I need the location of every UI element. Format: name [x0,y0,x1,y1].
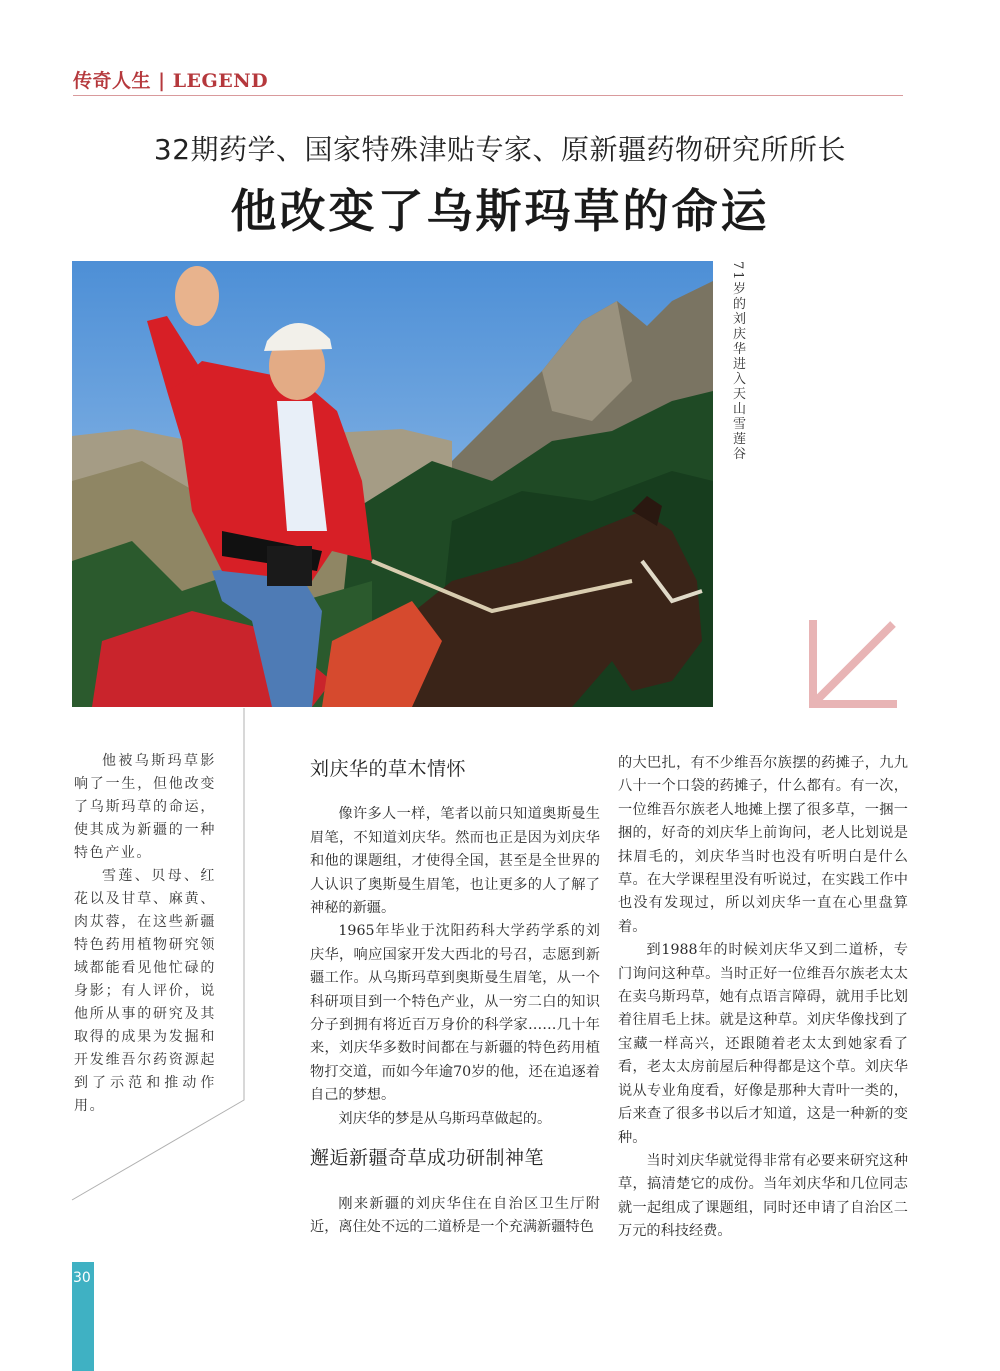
page-number: 30 [73,1270,91,1286]
body-paragraph: 刘庆华的梦是从乌斯玛草做起的。 [338,1110,552,1127]
section-legend: LEGEND [172,70,269,92]
section-separator: | [158,70,166,92]
body-column-2 [618,752,908,1244]
section-heading: 邂逅新疆奇草成功研制神笔 [310,1147,545,1170]
lead-paragraph: 他被乌斯玛草影响了一生，但他改变了乌斯玛草的命运，使其成为新疆的一种特色产业。 [74,753,216,861]
section-header [73,66,268,93]
body-paragraph: 像许多人一样，笔者以前只知道奥斯曼生眉笔，不知道刘庆华。然而也正是因为刘庆华和他的课题组，才使得全国，甚至是全世界的人认识了奥斯曼生眉笔，也让更多的人了解了神秘的新疆。 [310,806,600,917]
section-heading: 刘庆华的草木情怀 [310,758,467,780]
section-name: 传奇人生 [73,70,152,92]
lead-summary [74,750,216,1118]
body-paragraph: 1965年毕业于沈阳药科大学药学系的刘庆华，响应国家开发大西北的号召，志愿到新疆工作。从乌斯玛草到奥斯曼生眉笔，从一个科研项目到一个特色产业，从一穷二白的知识分子到拥有将近百万身价的科学家……几十年来，刘庆华多数时间都在与新疆的特色药用植物打交道，而如今年逾70岁的他，还在追逐着自己的梦想。 [310,923,600,1104]
body-paragraph: 到1988年的时候刘庆华又到二道桥，专门询问这种草。当时正好一位维吾尔族老太太在卖乌斯玛草，她有点语言障碍，就用手比划着往眉毛上抹。就是这种草。刘庆华像找到了宝藏一样高兴，还跟随着老太太到她家看了看，老太太房前屋后种得都是这个草。刘庆华说从专业角度看，好像是那种大青叶一类的，后来查了很多书以后才知道，这是一种新的变种。 [618,942,908,1146]
arrow-decoration-icon [805,612,905,712]
header-rule [73,95,903,96]
article-title: 他改变了乌斯玛草的命运 [230,184,770,238]
body-paragraph: 刚来新疆的刘庆华住在自治区卫生厅附近，离住处不远的二道桥是一个充满新疆特色 [310,1195,600,1235]
lead-paragraph: 雪莲、贝母、红花以及甘草、麻黄、肉苁蓉，在这些新疆特色药用植物研究领域都能看见他忙碌的身影；有人评价，说他所从事的研究及其取得的成果为发掘和开发维吾尔药资源起到了示范和推动作用。 [74,868,216,1114]
body-column-1 [310,750,600,1239]
article-subtitle: 32期药学、国家特殊津贴专家、原新疆药物研究所所长 [153,133,847,166]
feature-photo [72,261,713,707]
body-paragraph: 当时刘庆华就觉得非常有必要来研究这种草，搞清楚它的成份。当年刘庆华和几位同志就一起组成了课题组，同时还申请了自治区二万元的科技经费。 [618,1152,908,1240]
body-paragraph: 的大巴扎，有不少维吾尔族摆的药摊子，九九八十一个口袋的药摊子，什么都有。有一次，一位维吾尔族老人地摊上摆了很多草，一捆一捆的，好奇的刘庆华上前询问，老人比划说是抹眉毛的，刘庆华当时也没有听明白是什么草。在大学课程里没有听说过，在实践工作中也没有发现过，所以刘庆华一直在心里盘算着。 [618,755,908,935]
photo-illustration [72,261,713,707]
photo-caption: 71岁的刘庆华进入天山雪莲谷 [730,261,745,462]
